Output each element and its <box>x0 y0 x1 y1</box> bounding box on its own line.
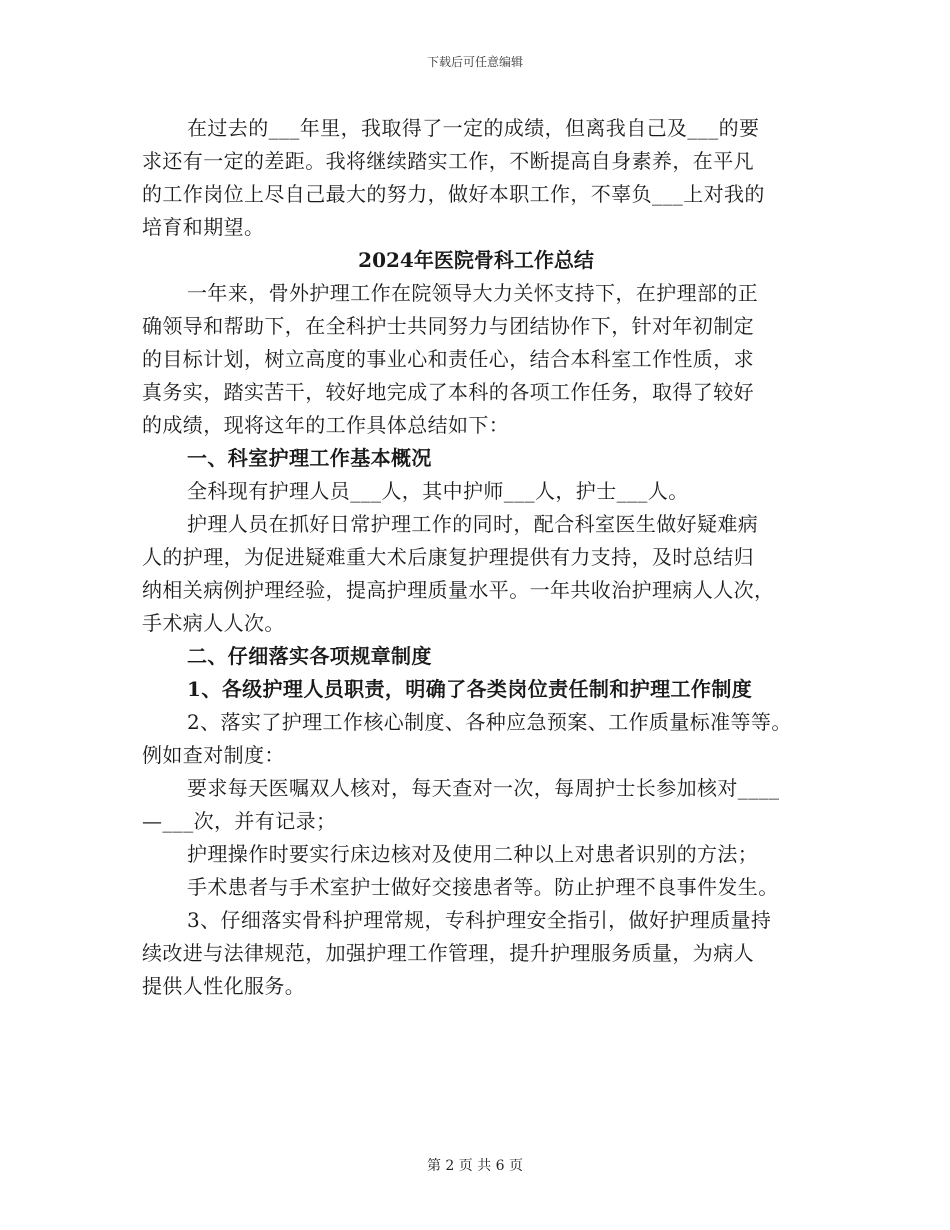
paragraph-line: 一年来，骨外护理工作在院领导大力关怀支持下，在护理部的正 <box>187 281 759 305</box>
paragraph-line: 手术病人人次。 <box>142 611 285 635</box>
paragraph-line: 的目标计划，树立高度的事业心和责任心，结合本科室工作性质，求 <box>142 347 754 371</box>
paragraph-line: 续改进与法律规范，加强护理工作管理，提升护理服务质量，为病人 <box>142 941 754 965</box>
paragraph-line: 确领导和帮助下，在全科护士共同努力与团结协作下，针对年初制定 <box>142 314 754 338</box>
paragraph-line: 2、落实了护理工作核心制度、各种应急预案、工作质量标准等等。 <box>187 710 792 734</box>
paragraph-line: 例如查对制度： <box>142 743 285 767</box>
paragraph-line: 培育和期望。 <box>142 215 265 239</box>
page-footer: 第 2 页 共 6 页 <box>426 1158 524 1174</box>
page-header: 下载后可任意编辑 <box>426 55 523 69</box>
paragraph-line: 3、仔细落实骨科护理常规，专科护理安全指引，做好护理质量持 <box>187 908 772 932</box>
paragraph-line: —___次，并有记录； <box>142 809 337 833</box>
paragraph-line: 提供人性化服务。 <box>142 974 306 998</box>
paragraph-line: 人的护理，为促进疑难重大术后康复护理提供有力支持，及时总结归 <box>142 545 754 569</box>
section-heading-line: 二、仔细落实各项规章制度 <box>187 644 432 668</box>
paragraph-line: 手术患者与手术室护士做好交接患者等。防止护理不良事件发生。 <box>187 875 779 899</box>
paragraph-line: 纳相关病例护理经验，提高护理质量水平。一年共收治护理病人人次， <box>142 578 775 602</box>
paragraph-line: 全科现有护理人员___人，其中护师___人，护士___人。 <box>187 479 689 503</box>
paragraph-line: 护理人员在抓好日常护理工作的同时，配合科室医生做好疑难病 <box>187 512 759 536</box>
section-heading-line: 1、各级护理人员职责，明确了各类岗位责任制和护理工作制度 <box>187 677 753 701</box>
paragraph-line: 在过去的___年里，我取得了一定的成绩，但离我自己及___的要 <box>187 116 760 140</box>
section-heading-line: 一、科室护理工作基本概况 <box>187 446 432 470</box>
paragraph-line: 护理操作时要实行床边核对及使用二种以上对患者识别的方法； <box>187 842 759 866</box>
document-title: 2024年医院骨科工作总结 <box>358 248 594 272</box>
paragraph-line: 求还有一定的差距。我将继续踏实工作，不断提高自身素养，在平凡 <box>142 149 754 173</box>
paragraph-line: 真务实，踏实苦干，较好地完成了本科的各项工作任务，取得了较好 <box>142 380 754 404</box>
paragraph-line: 的成绩，现将这年的工作具体总结如下： <box>142 413 510 437</box>
paragraph-line: 的工作岗位上尽自己最大的努力，做好本职工作，不辜负___上对我的 <box>142 182 765 206</box>
paragraph-line: 要求每天医嘱双人核对，每天查对一次，每周护士长参加核对____ <box>187 776 780 800</box>
document-body <box>142 112 810 1003</box>
